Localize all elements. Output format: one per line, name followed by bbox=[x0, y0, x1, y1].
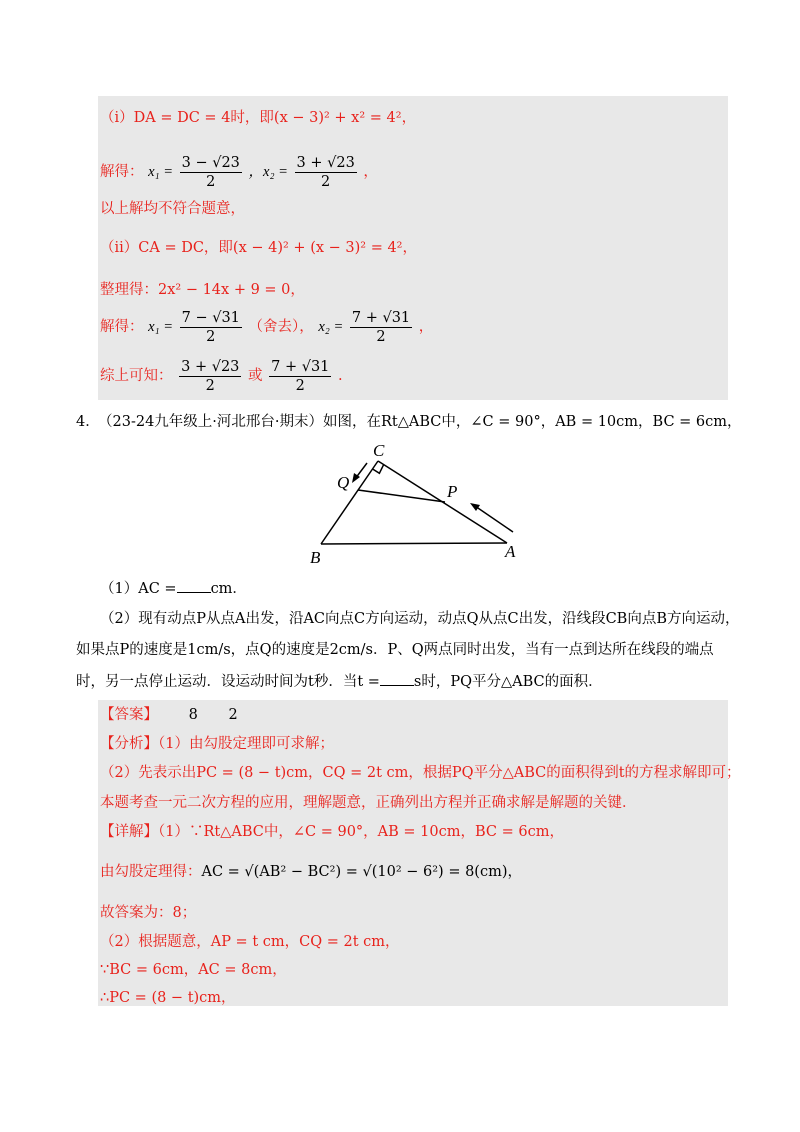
sol1-frac1 bbox=[180, 154, 242, 191]
detail-tag: 【详解】 bbox=[100, 824, 158, 840]
sol1-line2 bbox=[100, 152, 378, 192]
sol1-frac6-den: 2 bbox=[295, 377, 305, 394]
sol1-frac4 bbox=[350, 309, 412, 346]
sol1-frac5-den: 2 bbox=[205, 377, 215, 394]
sol1-line3: 以上解均不符合题意， bbox=[100, 201, 245, 217]
side-BC bbox=[321, 461, 378, 544]
sol1-line7 bbox=[100, 356, 343, 396]
answer-value-2: 2 bbox=[228, 707, 238, 723]
q4-part2-line1: （2）现有动点P从点A出发，沿AC向点C方向运动，动点Q从点C出发，沿线段CB向点B方向运动， bbox=[100, 611, 740, 627]
sol1-frac6 bbox=[269, 358, 331, 395]
sol1-frac2-den: 2 bbox=[321, 173, 331, 190]
sol1-line7-label: 综上可知： bbox=[100, 368, 173, 384]
answer-value-1: 8 bbox=[188, 707, 198, 723]
q4-part1-unit: cm． bbox=[210, 581, 247, 597]
sol1-line6-label: 解得： bbox=[100, 319, 144, 335]
sol1-frac3 bbox=[180, 309, 242, 346]
sol1-line6 bbox=[100, 307, 433, 347]
detail-line6: ∴PC = (8 − t)cm， bbox=[100, 990, 236, 1006]
sol1-line6-x2: x₂ = bbox=[318, 319, 344, 335]
sol1-frac6-num: 7 + √31 bbox=[271, 358, 330, 375]
triangle-figure bbox=[305, 440, 535, 570]
q4-part2-line3 bbox=[76, 671, 603, 692]
sol1-x2: ，x₂ = bbox=[248, 164, 288, 180]
sol1-line2-end: ， bbox=[363, 164, 378, 180]
detail-line2 bbox=[100, 862, 522, 882]
sol1-frac2 bbox=[295, 154, 357, 191]
sol1-frac4-num: 7 + √31 bbox=[351, 309, 411, 326]
sol1-frac5-num: 3 + √23 bbox=[181, 358, 240, 375]
sol1-line4: （ⅱ）CA = DC，即(x − 4)² + (x − 3)² = 4²， bbox=[100, 240, 417, 256]
blank-2 bbox=[380, 671, 414, 686]
label-C: C bbox=[373, 441, 385, 460]
analysis-l1: （1）由勾股定理即可求解； bbox=[158, 736, 334, 752]
q4-part1 bbox=[100, 578, 247, 599]
detail-line4: （2）根据题意，AP = t cm，CQ = 2t cm， bbox=[100, 934, 400, 950]
sol1-line5: 整理得：2x² − 14x + 9 = 0， bbox=[100, 282, 305, 298]
analysis-line1 bbox=[100, 734, 334, 754]
label-B: B bbox=[310, 548, 321, 567]
q4-number: 4． bbox=[76, 414, 100, 430]
answer-line bbox=[100, 705, 238, 725]
label-P: P bbox=[447, 482, 458, 501]
sol1-line7-or: 或 bbox=[248, 368, 263, 384]
detail-line3: 故答案为：8； bbox=[100, 905, 197, 921]
detail-line5: ∵BC = 6cm，AC = 8cm， bbox=[100, 962, 287, 978]
answer-tag: 【答案】 bbox=[100, 707, 158, 723]
detail-line1 bbox=[100, 822, 564, 842]
detail-l2-expr: AC = √(AB² − BC²) = √(10² − 6²) = 8(cm)， bbox=[201, 864, 522, 880]
side-AB bbox=[321, 543, 507, 544]
sol1-frac5 bbox=[179, 358, 241, 395]
sol1-frac1-num: 3 − √23 bbox=[181, 154, 240, 171]
sol1-line2-label: 解得： bbox=[100, 164, 144, 180]
arrow-P-head-icon bbox=[470, 503, 480, 511]
q4-part2-line3a: 时，另一点停止运动．设运动时间为t秒．当t = bbox=[76, 674, 380, 690]
sol1-frac2-num: 3 + √23 bbox=[296, 154, 355, 171]
detail-l1: （1）∵Rt△ABC中，∠C = 90°，AB = 10cm，BC = 6cm， bbox=[158, 824, 564, 840]
label-A: A bbox=[505, 542, 516, 561]
label-Q: Q bbox=[337, 473, 350, 492]
sol1-frac4-den: 2 bbox=[376, 328, 386, 345]
analysis-line2: （2）先表示出PC = (8 − t)cm，CQ = 2t cm，根据PQ平分△ABC的面积得到t的方程求解即可； bbox=[100, 765, 741, 781]
sol1-line1: （ⅰ）DA = DC = 4时，即(x − 3)² + x² = 4²， bbox=[100, 110, 417, 126]
analysis-line3: 本题考查一元二次方程的应用，理解题意，正确列出方程并正确求解是解题的关键． bbox=[100, 795, 637, 811]
analysis-tag: 【分析】 bbox=[100, 736, 158, 752]
blank-1 bbox=[177, 578, 211, 593]
sol1-frac3-den: 2 bbox=[206, 328, 216, 345]
q4-part2-line3b: s时，PQ平分△ABC的面积． bbox=[413, 674, 603, 690]
sol1-line6-x1: x₁ = bbox=[148, 319, 173, 335]
q4-stem: （23-24九年级上·河北邢台·期末）如图，在Rt△ABC中，∠C = 90°，AB = 10cm，BC = 6cm， bbox=[98, 414, 742, 430]
sol1-line6-note: （舍去）， bbox=[248, 319, 314, 335]
q4-part2-line2: 如果点P的速度是1cm/s，点Q的速度是2cm/s．P、Q两点同时出发，当有一点到达所在线段的端点 bbox=[76, 642, 714, 658]
detail-l2-label: 由勾股定理得： bbox=[100, 864, 202, 880]
arrow-P-line bbox=[475, 506, 513, 532]
sol1-frac1-den: 2 bbox=[206, 173, 216, 190]
sol1-line6-end: ， bbox=[418, 319, 434, 335]
sol1-frac3-num: 7 − √31 bbox=[181, 309, 240, 326]
sol1-x1: x₁ = bbox=[148, 164, 173, 180]
sol1-line7-end: . bbox=[338, 368, 343, 384]
q4-part1-text: （1）AC = bbox=[100, 581, 177, 597]
